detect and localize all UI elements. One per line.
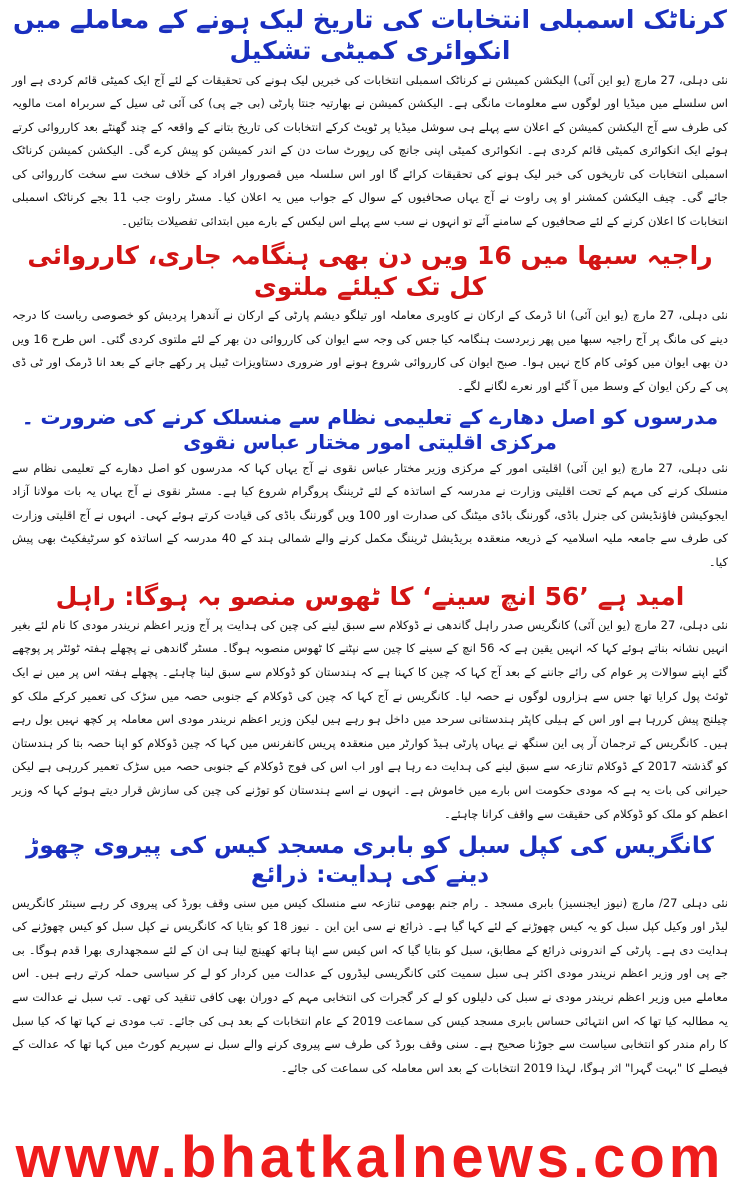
article-karnataka-election-leak xyxy=(12,4,728,234)
article-body: نئی دہلی، 27 مارچ (یو این آئی) کانگریس صدر راہل گاندھی نے ڈوکلام سے سبق لینے کی چین کی ہدایت پر آج وزیر اعظم نریندر مودی کا نام لئے بغیر انہیں نشانہ بناتے ہوئے کہا کہ انہیں یقین ہے کہ 56 انچ کے سینے کا چین سے نپٹنے کا ٹھوس منصوبہ ہوگا۔ مسٹر گاندھی نے پچھلے ہفتہ ٹوئٹر پر پوچھے گئے اپنے سوالات پر عوام کی رائے جاننے کے بعد آج کہا کہ چین کا کہنا ہے کہ ہندستان کو ڈوکلام سے سبق لینا چاہئے۔ پچھلے ہفتہ اس پر میں نے ایک ٹوئٹ پول کرایا تھا جس سے ہزاروں لوگوں نے حصہ لیا۔ کانگریس نے آج کہا کہ چین کی ڈوکلام کے جنوبی حصہ میں سڑک کی تعمیر کرکے ملک کو چیلنج پیش کررہا ہے اور اس کے ہیلی کاپٹر ہندستانی سرحد میں داخل ہو رہے ہیں لیکن وزیر اعظم نریندر مودی اس معاملہ پر کچھ نہیں بول رہے ہیں۔ کانگریس کے ترجمان آر پی این سنگھ نے یہاں پارٹی ہیڈ کوارٹر میں منعقدہ پریس کانفرنس میں کہا کہ چین ڈوکلام کو اپنا حصہ بتا کر ہندستان کو گذشتہ 2017 کے ڈوکلام تنازعہ سے سبق لینے کی ہدایت دے رہا ہے اور اب اس کی فوج ڈوکلام کے جنوبی حصہ میں سڑک تعمیر کررہی ہے لیکن حیرانی کی بات یہ ہے کہ مودی حکومت اس بارے میں خاموش ہے۔ انہوں نے اسے ہندستان کو توڑنے کی چین کی سازش قرار دیتے ہوئے کہا کہ وزیر اعظم کو ملک کو ڈوکلام کی حقیقت سے واقف کرانا چاہئے۔ xyxy=(12,617,728,821)
article-rajya-sabha-adjourned xyxy=(12,240,728,399)
article-kapil-sibal-babri xyxy=(12,832,728,1080)
article-headline: کانگریس کی کپل سبل کو بابری مسجد کیس کی پیروی چھوڑ دینے کی ہدایت: ذرائع xyxy=(26,833,714,888)
article-body: نئی دہلی، 27 مارچ (یو این آئی) انا ڈرمک کے ارکان نے کاویری معاملہ اور تیلگو دیشم پارٹی کے ارکان نے آندھرا پردیش کو خصوصی ریاست کا درجہ دینے کی مانگ پر آج راجیہ سبھا میں پھر زبردست ہنگامہ کیا جس کی وجہ سے ایوان کی کارروائی دن بھر کے لئے ملتوی کردی گئی۔ اس طرح 16 ویں دن بھی ایوان میں کوئی کام کاج نہیں ہوا۔ صبح ایوان کی کارروائی شروع ہونے اور ضروری دستاویزات ٹیبل پر رکھے جانے کے بعد انا ڈرمک اور ٹی ڈی پی کے رکن ایوان کے وسط میں آ گئے اور نعرے لگانے لگے۔ xyxy=(12,308,728,393)
article-body: نئی دہلی 27/ مارچ (نیوز ایجنسیز) بابری مسجد ۔ رام جنم بھومی تنازعہ سے منسلک کیس میں سنی وقف بورڈ کی پیروی کر رہے سینئر کانگریس لیڈر اور وکیل کپل سبل کو یہ کیس چھوڑنے کے لئے کہا گیا ہے۔ ذرائع نے سی این این ۔ نیوز 18 کو بتایا کہ کانگریس نے کپل سبل کو کیس چھوڑنے کی ہدایت دی ہے۔ پارٹی کے اندرونی ذرائع کے مطابق، سبل کو بتایا گیا کہ اس کیس سے اپنا ہاتھ کھینچ لینا ہی ان کے لئے سمجھداری بھرا قدم ہوگا۔ بی جے پی اور وزیر اعظم نریندر مودی اکثر ہی سبل سمیت کئی کانگریسی لیڈروں کے عدالت میں کردار کو لے کر سیاسی حملہ کرتے رہے ہیں۔ اس معاملے میں وزیر اعظم نریندر مودی نے سبل کی دلیلوں کو لے کر گجرات کی انتخابی مہم کے دوران بھی کافی تنقید کی تھی۔ تب سبل نے عدالت سے یہ مطالبہ کیا تھا کہ اس انتہائی حساس بابری مسجد کیس کی سماعت 2019 کے عام انتخابات کے بعد ہی کی جائے۔ تب مودی نے کہا تھا کہ کیا سبل کا رام مندر کو انتخابی سیاست سے جوڑنا صحیح ہے۔ سنی وقف بورڈ کی طرف سے پیروی کرنے والے سبل نے سپریم کورٹ میں کہا تھا کہ عدالت کے فیصلے کا "بہت گہرا" اثر ہوگا، لہذا 2019 انتخابات کے بعد اس معاملہ کی سماعت کی جائے۔ xyxy=(12,895,728,1075)
website-link[interactable]: www.bhatkalnews.com xyxy=(15,1125,725,1190)
article-headline: کرناٹک اسمبلی انتخابات کی تاریخ لیک ہونے کے معاملے میں انکوائری کمیٹی تشکیل xyxy=(13,5,727,66)
article-body: نئی دہلی، 27 مارچ (یو این آئی) الیکشن کمیشن نے کرناٹک اسمبلی انتخابات کی خبریں لیک ہونے کی تحقیقات کے لئے آج ایک کمیٹی قائم کردی ہے اور اس سلسلے میں میڈیا اور لوگوں سے معلومات مانگی ہے۔ الیکشن کمیشن نے بھارتیہ جنتا پارٹی (بی جے پی) کی آئی ٹی سیل کے سربراہ امت مالویہ کی طرف سے آج الیکشن کمیشن کے اعلان سے پہلے ہی سوشل میڈیا پر ٹویٹ کرکے انتخابات کی تاریخ بتانے کے واقعہ کے چند گھنٹے بعد کارروائی کرتے ہوئے ایک انکوائری کمیٹی قائم کردی ہے۔ انکوائری کمیٹی اپنی جانچ کی رپورٹ سات دن کے اندر کمیشن کو پیش کرے گی۔ الیکشن کمیشن کرناٹک اسمبلی انتخابات کی تاریخوں کی خبر لیک ہونے کی تحقیقات کرائے گا اور اس سلسلہ میں قصوروار افراد کے خلاف سخت سے سخت کارروائی کی جائے گی۔ چیف الیکشن کمشنر او پی راوت نے آج یہاں صحافیوں کے سوال کے جواب میں یہ اعلان کیا۔ مسٹر راوت جب 11 بجے کرناٹک اسمبلی انتخابات کا اعلان کرنے کے لئے صحافیوں کے سامنے آئے تو انہوں نے سب سے پہلے اس لیکس کے بارے میں ابتدائی تفصیلات بتائیں۔ xyxy=(12,72,728,229)
article-madrasa-education xyxy=(12,405,728,575)
article-headline: راجیہ سبھا میں 16 ویں دن بھی ہنگامہ جاری، کارروائی کل تک کیلئے ملتوی xyxy=(27,240,713,301)
article-headline: امید ہے ’56 انچ سینے‘ کا ٹھوس منصو بہ ہوگا: راہل xyxy=(55,581,685,611)
article-headline: مدرسوں کو اصل دھارے کے تعلیمی نظام سے منسلک کرنے کی ضرورت ۔ مرکزی اقلیتی امور مختار عباس نقوی xyxy=(21,404,719,454)
article-rahul-56-inch xyxy=(12,581,728,827)
article-body: نئی دہلی، 27 مارچ (یو این آئی) اقلیتی امور کے مرکزی وزیر مختار عباس نقوی نے آج یہاں کہا کہ مدرسوں کو اصل دھارے کے تعلیمی نظام سے منسلک کرنے کی مہم کے تحت اقلیتی وزارت نے مدرسہ کے اساتذہ کے لئے ٹریننگ پروگرام شروع کیا ہے۔ مسٹر نقوی نے آج یہاں یہ بات مولانا آزاد ایجوکیشن فاؤنڈیشن کی جنرل باڈی، گورننگ باڈی میٹنگ کی صدارت اور 100 ویں گورننگ باڈی کی قیادت کرتے ہوئے کہی۔ انہوں نے آج اقلیتی وزارت کی طرف سے جامعہ ملیہ اسلامیہ کے ذریعہ منعقدہ بریڈیشل ٹریننگ مکمل کرنے والے شمالی ہند کے 40 مدرسہ کے اساتذہ کو سرٹیفکیٹ بھی پیش کیا۔ xyxy=(12,460,729,569)
footer-banner xyxy=(0,1125,740,1190)
